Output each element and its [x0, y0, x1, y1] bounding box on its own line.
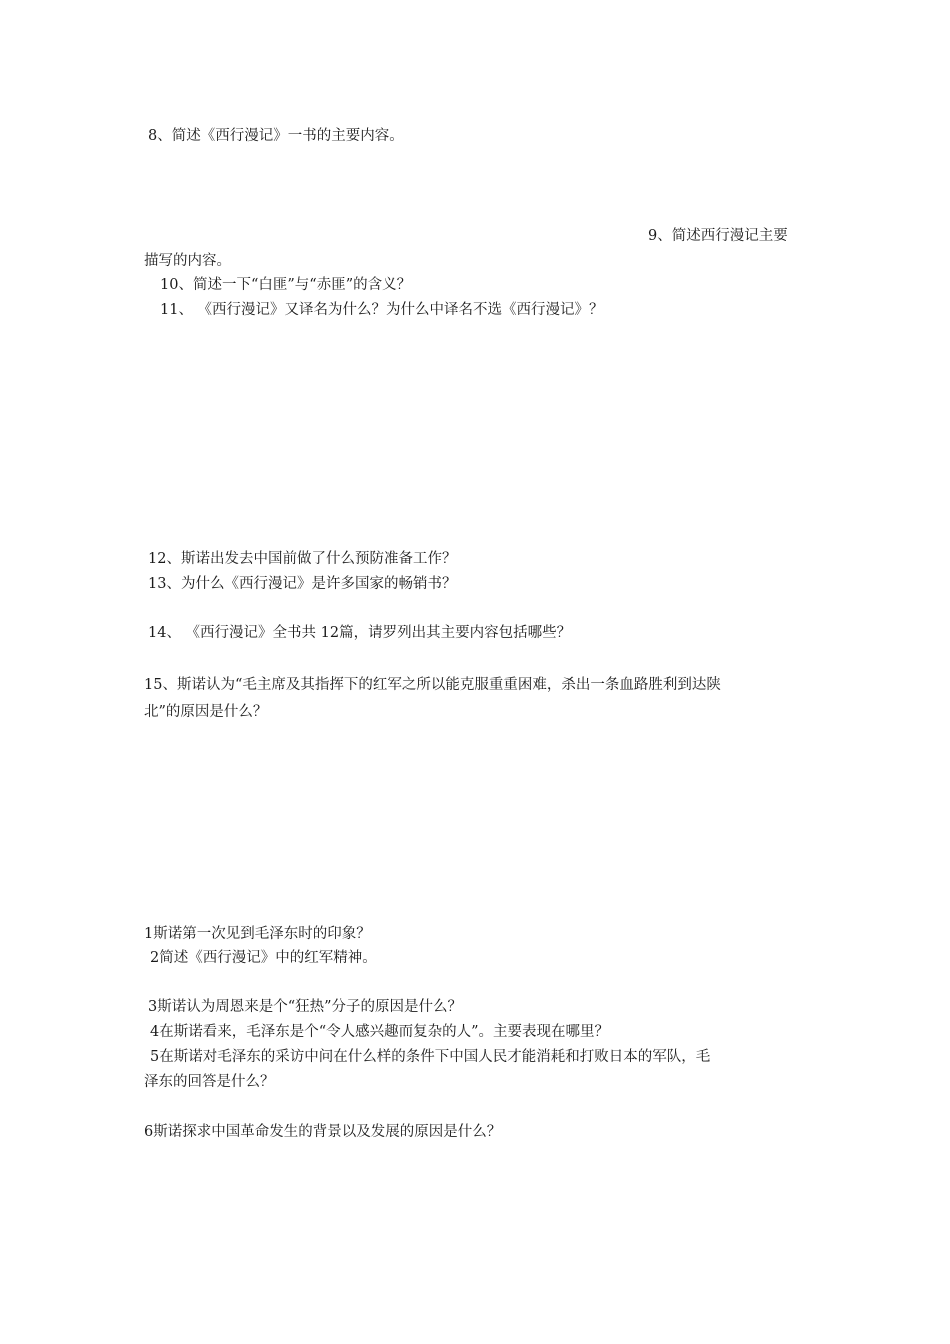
question-10: 10、简述一下“白匪”与“赤匪”的含义？ — [160, 277, 412, 293]
review-question-3: 3斯诺认为周恩来是个“狂热”分子的原因是什么？ — [148, 999, 463, 1015]
question-9-line-2: 描写的内容。 — [144, 253, 231, 269]
question-15-line-2: 北”的原因是什么？ — [144, 704, 268, 720]
question-13: 13、为什么《西行漫记》是许多国家的畅销书？ — [148, 576, 457, 592]
review-question-6: 6斯诺探求中国革命发生的背景以及发展的原因是什么？ — [144, 1124, 502, 1140]
review-question-2: 2简述《西行漫记》中的红军精神。 — [150, 950, 377, 966]
question-12: 12、斯诺出发去中国前做了什么预防准备工作？ — [148, 551, 457, 567]
review-question-5-line-1: 5在斯诺对毛泽东的采访中问在什么样的条件下中国人民才能消耗和打败日本的军队，毛 — [150, 1049, 711, 1065]
question-9-line-1: 9、简述西行漫记主要 — [648, 228, 788, 244]
question-15-line-1: 15、斯诺认为“毛主席及其指挥下的红军之所以能克服重重困难，杀出一条血路胜利到达陕 — [144, 677, 721, 693]
question-14: 14、 《西行漫记》全书共 12篇，请罗列出其主要内容包括哪些？ — [148, 625, 572, 641]
review-question-4: 4在斯诺看来，毛泽东是个“令人感兴趣而复杂的人”。主要表现在哪里？ — [150, 1024, 610, 1040]
review-question-5-line-2: 泽东的回答是什么？ — [144, 1074, 275, 1090]
question-11: 11、 《西行漫记》又译名为什么？为什么中译名不选《西行漫记》？ — [160, 302, 604, 318]
review-question-1: 1斯诺第一次见到毛泽东时的印象？ — [144, 926, 371, 942]
question-8: 8、简述《西行漫记》一书的主要内容。 — [148, 128, 404, 144]
